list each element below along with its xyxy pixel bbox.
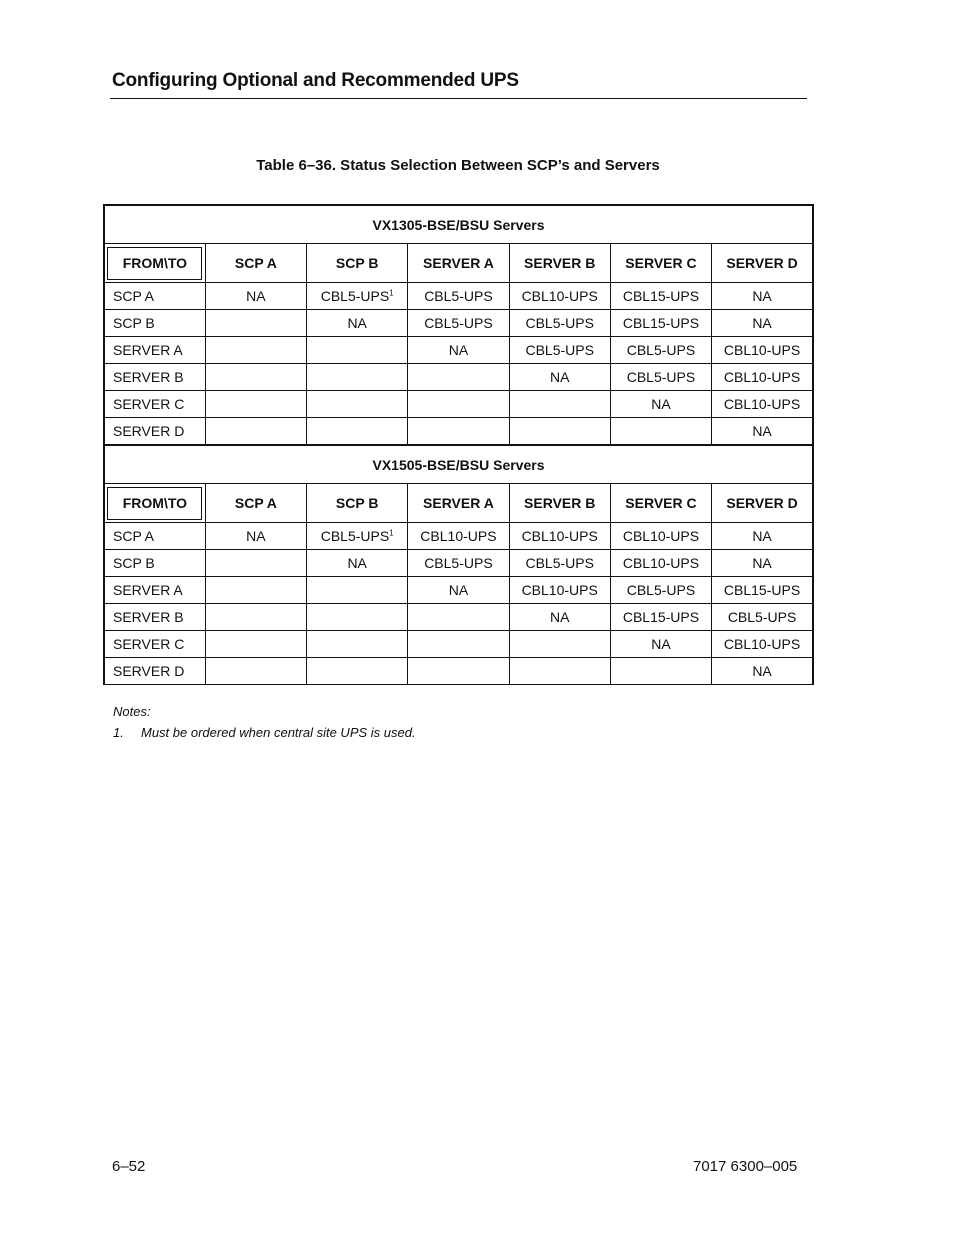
table-cell: [307, 391, 408, 418]
note-item: [113, 725, 416, 740]
table-section-caption: VX1505-BSE/BSU Servers: [104, 445, 813, 484]
footnote-mark: 1: [389, 288, 394, 298]
cell-text: SERVER D: [113, 423, 185, 439]
table-cell: [408, 658, 509, 685]
table-cell: [712, 418, 813, 446]
table-cell: [205, 418, 306, 446]
table-cell: [509, 604, 610, 631]
cell-text: NA: [752, 663, 772, 679]
cell-text: CBL5-UPS: [424, 315, 493, 331]
table-header-row: [104, 244, 813, 283]
table-row: [104, 364, 813, 391]
table-cell: [509, 418, 610, 446]
cell-text: CBL10-UPS: [723, 369, 801, 385]
table-cell: [205, 283, 306, 310]
cell-text: CBL10-UPS: [420, 528, 497, 544]
header-cell: SERVER A: [408, 244, 509, 283]
header-cell: SERVER B: [509, 484, 610, 523]
table-cell: [307, 418, 408, 446]
status-selection-table: [103, 204, 814, 685]
cell-text: NA: [246, 288, 266, 304]
table-cell: [610, 283, 711, 310]
table-cell: [610, 391, 711, 418]
header-cell: SERVER C: [610, 484, 711, 523]
footnote-mark: 1: [389, 528, 394, 538]
table-cell: [307, 364, 408, 391]
table-cell: [509, 337, 610, 364]
table-cell: [408, 391, 509, 418]
table-cell: [408, 550, 509, 577]
table-cell: [509, 550, 610, 577]
cell-text: NA: [549, 609, 570, 625]
table-cell: [610, 337, 711, 364]
table-cell: [712, 658, 813, 685]
title-rule: [110, 98, 807, 99]
table-header-row: [104, 484, 813, 523]
table-cell: [610, 364, 711, 391]
table-cell: [610, 577, 711, 604]
cell-text: NA: [752, 423, 772, 439]
table-cell: [205, 310, 306, 337]
row-label-cell: [104, 658, 205, 685]
cell-text: CBL15-UPS: [622, 315, 700, 331]
cell-text: CBL5-UPS: [320, 528, 390, 544]
cell-text: CBL5-UPS: [626, 369, 696, 385]
table-cell: [307, 283, 408, 310]
cell-text: CBL5-UPS: [626, 342, 696, 358]
row-label-cell: [104, 310, 205, 337]
cell-text: NA: [752, 555, 772, 571]
table-cell: [509, 658, 610, 685]
cell-text: CBL15-UPS: [622, 609, 700, 625]
table-cell: [712, 337, 813, 364]
note-number: 1.: [113, 725, 124, 740]
header-cell-from-to: FROM\TO: [104, 484, 205, 523]
table-row: [104, 391, 813, 418]
table-cell: [408, 604, 509, 631]
table-cell: [509, 631, 610, 658]
cell-text: NA: [752, 315, 772, 331]
table-row: [104, 283, 813, 310]
table-cell: [408, 418, 509, 446]
table-cell: [307, 577, 408, 604]
header-cell: SCP A: [205, 484, 306, 523]
table-cell: [610, 418, 711, 446]
table-cell: [408, 337, 509, 364]
table-cell: [712, 550, 813, 577]
document-number: 7017 6300–005: [693, 1158, 798, 1175]
cell-text: SERVER B: [113, 609, 184, 625]
table-cell: [712, 391, 813, 418]
cell-text: SCP B: [113, 315, 155, 331]
notes-heading: Notes:: [113, 704, 151, 719]
table-cell: [205, 523, 306, 550]
table-row: [104, 310, 813, 337]
table-section-caption-row: [104, 445, 813, 484]
cell-text: SCP A: [113, 288, 154, 304]
table-cell: [307, 337, 408, 364]
cell-text: SCP B: [113, 555, 155, 571]
header-cell: SERVER C: [610, 244, 711, 283]
table-cell: [307, 631, 408, 658]
row-label-cell: [104, 577, 205, 604]
cell-text: CBL5-UPS: [424, 555, 493, 571]
cell-text: CBL10-UPS: [723, 342, 801, 358]
cell-text: NA: [448, 582, 469, 598]
table-cell: [712, 364, 813, 391]
cell-text: CBL10-UPS: [521, 528, 598, 544]
header-cell: SERVER B: [509, 244, 610, 283]
table-cell: [408, 523, 509, 550]
cell-text: NA: [752, 528, 772, 544]
cell-text: NA: [651, 396, 671, 412]
table-row: [104, 523, 813, 550]
row-label-cell: [104, 604, 205, 631]
table-cell: [712, 283, 813, 310]
table-cell: [712, 310, 813, 337]
row-label-cell: [104, 337, 205, 364]
table-row: [104, 337, 813, 364]
header-cell: SERVER D: [712, 484, 813, 523]
header-cell-from-to: FROM\TO: [104, 244, 205, 283]
cell-text: CBL5-UPS: [727, 609, 797, 625]
table-cell: [610, 523, 711, 550]
table-row: [104, 631, 813, 658]
cell-text: SERVER C: [113, 396, 185, 412]
cell-text: CBL5-UPS: [525, 315, 594, 331]
table-cell: [509, 577, 610, 604]
page-number: 6–52: [112, 1158, 146, 1175]
table-cell: [408, 631, 509, 658]
table-cell: [509, 391, 610, 418]
table-cell: [205, 604, 306, 631]
notes: [113, 704, 416, 746]
cell-text: SERVER C: [113, 636, 185, 652]
header-cell: SCP B: [307, 244, 408, 283]
table-cell: [712, 523, 813, 550]
row-label-cell: [104, 523, 205, 550]
cell-text: NA: [651, 636, 671, 652]
row-label-cell: [104, 391, 205, 418]
table-row: [104, 550, 813, 577]
note-text: Must be ordered when central site UPS is used.: [141, 725, 416, 740]
table-cell: [307, 550, 408, 577]
table-cell: [509, 283, 610, 310]
table-cell: [712, 577, 813, 604]
header-cell: SCP A: [205, 244, 306, 283]
table-cell: [205, 337, 306, 364]
header-cell: SCP B: [307, 484, 408, 523]
cell-text: NA: [246, 528, 266, 544]
table-cell: [610, 604, 711, 631]
header-cell: SERVER D: [712, 244, 813, 283]
cell-text: NA: [549, 369, 570, 385]
cell-text: NA: [752, 288, 772, 304]
cell-text: CBL5-UPS: [525, 342, 594, 358]
cell-text: CBL10-UPS: [723, 636, 801, 652]
row-label-cell: [104, 631, 205, 658]
row-label-cell: [104, 364, 205, 391]
table-cell: [205, 658, 306, 685]
table-cell: [610, 310, 711, 337]
cell-text: SERVER A: [113, 582, 183, 598]
table-cell: [205, 577, 306, 604]
table-cell: [610, 631, 711, 658]
table-cell: [712, 604, 813, 631]
cell-text: CBL5-UPS: [525, 555, 594, 571]
cell-text: SCP A: [113, 528, 154, 544]
table-cell: [408, 577, 509, 604]
cell-text: SERVER A: [113, 342, 183, 358]
table-row: [104, 418, 813, 446]
cell-text: SERVER B: [113, 369, 184, 385]
cell-text: CBL10-UPS: [521, 582, 598, 598]
cell-text: CBL15-UPS: [622, 288, 700, 304]
table-cell: [509, 523, 610, 550]
table-cell: [307, 310, 408, 337]
cell-text: CBL5-UPS: [320, 288, 390, 304]
cell-text: CBL5-UPS: [626, 582, 696, 598]
cell-text: CBL5-UPS: [424, 288, 493, 304]
table-cell: [307, 658, 408, 685]
table-cell: [307, 604, 408, 631]
cell-text: NA: [347, 555, 367, 571]
table-section-caption: VX1305-BSE/BSU Servers: [104, 205, 813, 244]
table-cell: [408, 283, 509, 310]
cell-text: NA: [347, 315, 367, 331]
table-cell: [509, 364, 610, 391]
table-cell: [205, 391, 306, 418]
table-cell: [408, 364, 509, 391]
row-label-cell: [104, 550, 205, 577]
table-cell: [205, 631, 306, 658]
table-cell: [205, 364, 306, 391]
table-cell: [610, 550, 711, 577]
table-cell: [408, 310, 509, 337]
header-cell: SERVER A: [408, 484, 509, 523]
table-cell: [610, 658, 711, 685]
table-section-caption-row: [104, 205, 813, 244]
table-cell: [509, 310, 610, 337]
status-selection-tables: [103, 204, 814, 685]
cell-text: NA: [448, 342, 469, 358]
cell-text: CBL10-UPS: [723, 396, 801, 412]
table-row: [104, 658, 813, 685]
cell-text: CBL10-UPS: [622, 555, 700, 571]
table-row: [104, 577, 813, 604]
row-label-cell: [104, 283, 205, 310]
table-cell: [712, 631, 813, 658]
table-row: [104, 604, 813, 631]
cell-text: CBL10-UPS: [622, 528, 700, 544]
cell-text: CBL10-UPS: [521, 288, 598, 304]
cell-text: SERVER D: [113, 663, 185, 679]
section-title: Configuring Optional and Recommended UPS: [112, 70, 519, 91]
table-cell: [307, 523, 408, 550]
table-cell: [205, 550, 306, 577]
row-label-cell: [104, 418, 205, 446]
cell-text: CBL15-UPS: [723, 582, 801, 598]
table-caption: Table 6–36. Status Selection Between SCP’s and Servers: [256, 157, 660, 174]
